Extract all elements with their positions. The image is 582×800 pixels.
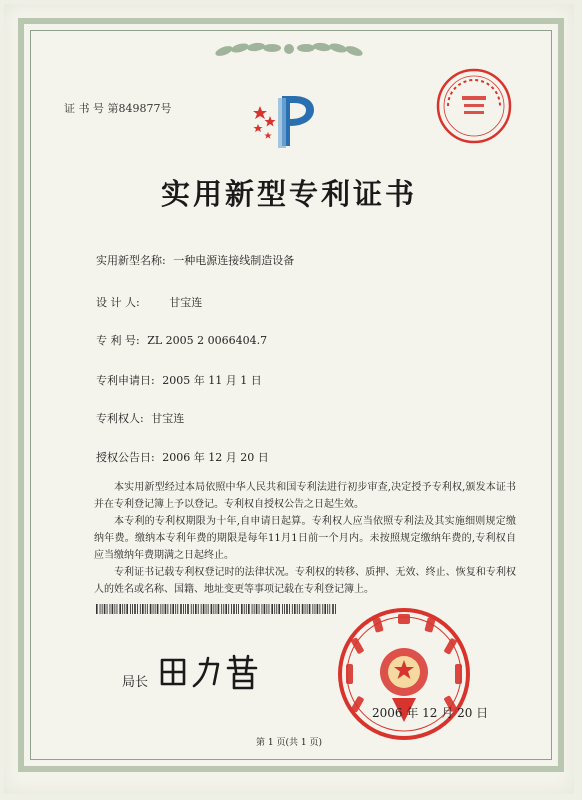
certificate-body — [94, 479, 516, 598]
field-label: 授权公告日: — [96, 451, 155, 464]
body-paragraph: 专利证书记载专利权登记时的法律状况。专利权的转移、质押、无效、终止、恢复和专利权人的姓名或名称、国籍、地址变更等事项记载在专利登记簿上。 — [94, 567, 516, 595]
field-value: 2005 年 11 月 1 日 — [162, 374, 262, 387]
patentee-field — [96, 410, 184, 426]
field-label: 专 利 号: — [96, 334, 140, 347]
field-value: 甘宝连 — [169, 296, 203, 309]
certificate-number-label: 证 书 号 — [64, 102, 104, 115]
page-number: 第 1 页(共 1 页) — [256, 738, 322, 748]
sipo-logo-icon — [248, 90, 320, 152]
filing-date-field — [96, 372, 262, 388]
director-label: 局长 — [122, 675, 149, 690]
national-ipo-seal-icon — [334, 604, 474, 744]
body-paragraph: 本实用新型经过本局依照中华人民共和国专利法进行初步审查,决定授予专利权,颁发本证书并在专利登记簿上予以登记。专利权自授权公告之日起生效。 — [94, 482, 516, 510]
grant-date-field — [96, 449, 269, 465]
body-paragraph: 本专利的专利权期限为十年,自申请日起算。专利权人应当依照专利法及其实施细则规定缴纳年费。缴纳本专利年费的期限是每年11月1日前一个月内。未按照规定缴纳年费的,专利权自应当缴纳年费期满之日起终止。 — [94, 516, 516, 561]
issue-date: 2006 年 12 月 20 日 — [372, 706, 489, 720]
field-label: 设 计 人: — [96, 296, 140, 309]
certificate-number-value: 第849877号 — [107, 102, 172, 115]
designer-field — [96, 294, 202, 310]
registration-seal-icon — [434, 66, 514, 146]
field-label: 专利权人: — [96, 412, 144, 425]
field-value: 一种电源连接线制造设备 — [173, 254, 295, 267]
laurel-ornament — [204, 38, 374, 64]
certificate-page — [4, 4, 574, 794]
barcode-strip — [96, 604, 336, 614]
field-value: 甘宝连 — [151, 412, 185, 425]
field-value: ZL 2005 2 0066404.7 — [147, 334, 268, 347]
page-title: 实用新型专利证书 — [160, 177, 417, 211]
field-label: 实用新型名称: — [96, 254, 166, 267]
utility-model-name-field — [96, 252, 294, 268]
director-signature — [156, 652, 266, 692]
field-label: 专利申请日: — [96, 374, 155, 387]
field-value: 2006 年 12 月 20 日 — [162, 451, 269, 464]
patent-number-field — [96, 332, 267, 348]
certificate-number — [64, 100, 172, 116]
